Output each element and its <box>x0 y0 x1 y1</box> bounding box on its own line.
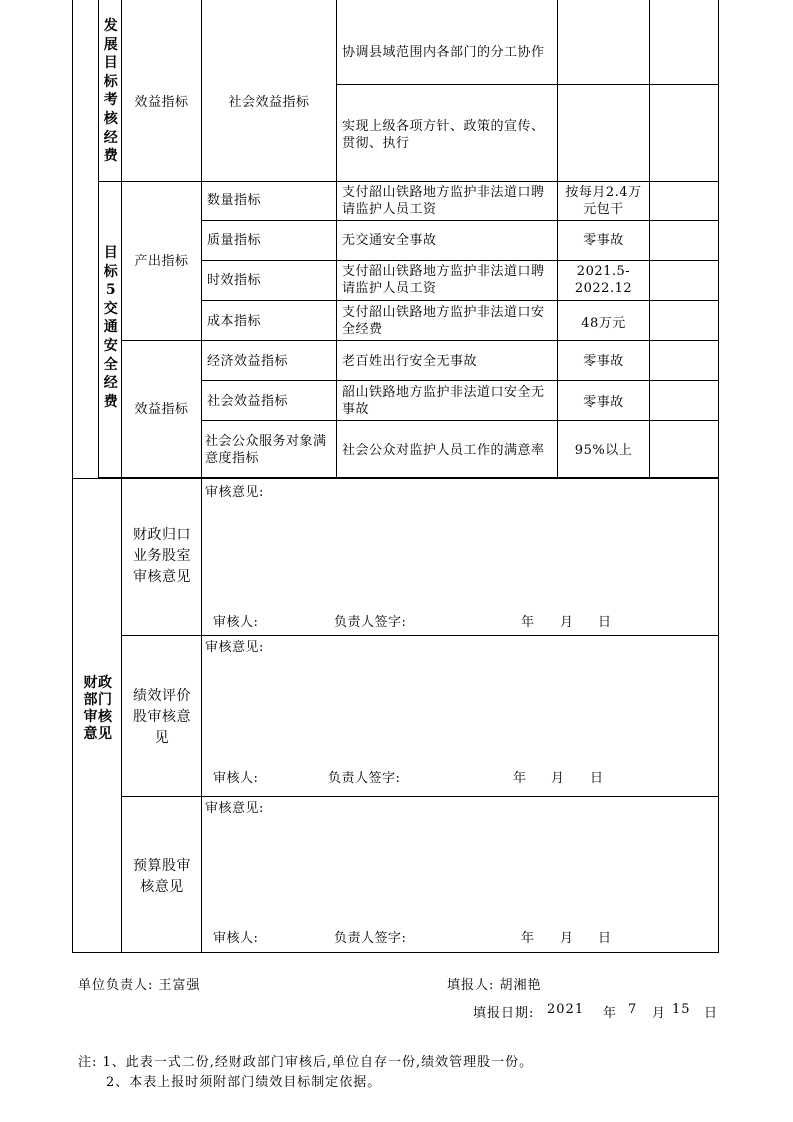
opinion-label: 审核意见: <box>205 485 264 500</box>
review-label: 财政归口业务股室审核意见 <box>133 527 191 585</box>
content-cell <box>337 341 558 381</box>
benefit-group-cell <box>122 341 202 478</box>
indicator-text: 社会效益指标 <box>207 394 289 409</box>
content-cell <box>337 0 558 85</box>
content-cell <box>337 182 558 221</box>
content-text: 韶山铁路地方监护非法道口安全无事故 <box>342 385 545 417</box>
content-cell <box>337 221 558 261</box>
remark-cell <box>650 261 719 301</box>
opinion-label: 审核意见: <box>205 801 264 816</box>
indicator-cell <box>202 221 337 261</box>
value-text: 按每月2.4万元包干 <box>565 185 642 217</box>
month-label: 月 <box>551 771 565 786</box>
value-cell <box>558 182 650 221</box>
year-label: 年 <box>521 931 535 946</box>
content-text: 协调县域范围内各部门的分工协作 <box>342 45 545 60</box>
indicator-text: 成本指标 <box>207 314 262 329</box>
output-group-label: 产出指标 <box>134 254 189 269</box>
content-cell <box>337 261 558 301</box>
content-text: 支付韶山铁路地方监护非法道口聘请监护人员工资 <box>342 185 545 217</box>
opinion-label: 审核意见: <box>205 640 264 655</box>
content-text: 无交通安全事故 <box>342 233 437 248</box>
value-text: 95%以上 <box>574 443 633 458</box>
review-opinion-cell <box>202 797 719 953</box>
value-cell <box>558 85 650 182</box>
review-label: 绩效评价股审核意见 <box>133 688 191 746</box>
level2-cell <box>202 0 337 182</box>
content-text: 实现上级各项方针、政策的宣传、贯彻、执行 <box>342 119 545 151</box>
remark-cell <box>650 381 719 421</box>
content-cell <box>337 421 558 478</box>
level1-label: 效益指标 <box>134 95 189 110</box>
note-1: 注: 1、此表一式二份,经财政部门审核后,单位自存一份,绩效管理股一份。 <box>78 1055 534 1070</box>
content-cell <box>337 301 558 341</box>
content-text: 支付韶山铁路地方监护非法道口安全经费 <box>342 305 545 337</box>
value-text: 48万元 <box>581 316 626 331</box>
leader-signature-label: 负责人签字: <box>334 931 407 946</box>
indicator-cell <box>202 421 337 478</box>
review-label-cell <box>122 797 202 953</box>
output-group-cell <box>122 182 202 341</box>
leader-signature-label: 负责人签字: <box>334 615 407 630</box>
note-2: 2、本表上报时须附部门绩效目标制定依据。 <box>106 1075 382 1090</box>
indicator-cell <box>202 301 337 341</box>
remark-cell <box>650 182 719 221</box>
content-text: 支付韶山铁路地方监护非法道口聘请监护人员工资 <box>342 264 545 296</box>
finance-label-text: 财政部门审核意见 <box>83 675 113 742</box>
content-cell <box>337 85 558 182</box>
finance-label-cell <box>72 478 122 953</box>
remark-cell <box>650 421 719 478</box>
content-text: 老百姓出行安全无事故 <box>342 354 478 369</box>
fill-year-unit: 年 <box>603 1006 618 1021</box>
content-text: 社会公众对监护人员工作的满意率 <box>342 443 545 458</box>
value-cell <box>558 0 650 85</box>
value-text: 零事故 <box>583 233 624 248</box>
day-label: 日 <box>590 771 604 786</box>
indicator-text: 质量指标 <box>207 233 262 248</box>
value-cell <box>558 421 650 478</box>
indicator-cell <box>202 182 337 221</box>
fill-date-label: 填报日期: <box>473 1006 535 1021</box>
remark-cell <box>650 301 719 341</box>
value-cell <box>558 261 650 301</box>
reviewer-label: 审核人: <box>213 615 259 630</box>
month-label: 月 <box>560 931 574 946</box>
vertical-label-cell <box>98 0 122 182</box>
review-label: 预算股审核意见 <box>133 858 191 895</box>
indicator-cell <box>202 341 337 381</box>
review-opinion-cell <box>202 636 719 797</box>
filler: 填报人: 胡湘艳 <box>447 978 542 993</box>
day-label: 日 <box>598 931 612 946</box>
reviewer-label: 审核人: <box>213 771 259 786</box>
benefit-group-label: 效益指标 <box>134 402 189 417</box>
year-label: 年 <box>521 615 535 630</box>
value-cell <box>558 381 650 421</box>
remark-cell <box>650 341 719 381</box>
indicator-text: 经济效益指标 <box>207 354 289 369</box>
year-label: 年 <box>513 771 527 786</box>
value-text: 零事故 <box>583 354 624 369</box>
indicator-text: 数量指标 <box>207 193 262 208</box>
value-text: 2021.5-2022.12 <box>574 264 633 296</box>
content-cell <box>337 381 558 421</box>
review-opinion-cell <box>202 478 719 636</box>
fill-day-unit: 日 <box>704 1006 719 1021</box>
level2-label: 社会效益指标 <box>228 95 310 110</box>
remark-cell <box>650 85 719 182</box>
remark-cell <box>650 221 719 261</box>
reviewer-label: 审核人: <box>213 931 259 946</box>
level1-cell <box>122 0 202 182</box>
fill-month-unit: 月 <box>652 1006 667 1021</box>
unit-head: 单位负责人: 王富强 <box>78 978 201 993</box>
fill-day: 15 <box>672 1002 691 1017</box>
indicator-cell <box>202 381 337 421</box>
value-cell <box>558 341 650 381</box>
month-label: 月 <box>560 615 574 630</box>
indicator-cell <box>202 261 337 301</box>
vertical-label-cell <box>98 182 122 478</box>
indicator-text: 社会公众服务对象满意度指标 <box>205 434 327 466</box>
leader-signature-label: 负责人签字: <box>328 771 401 786</box>
remark-cell <box>650 0 719 85</box>
value-text: 零事故 <box>583 395 624 410</box>
value-cell <box>558 221 650 261</box>
day-label: 日 <box>598 615 612 630</box>
vertical-label-text: 发展目标考核经费 <box>103 18 119 165</box>
review-label-cell <box>122 636 202 797</box>
vertical-label-text: 目标5交通安全经费 <box>103 245 119 410</box>
indicator-text: 时效指标 <box>207 273 262 288</box>
fill-month: 7 <box>628 1002 638 1017</box>
review-label-cell <box>122 478 202 636</box>
value-cell <box>558 301 650 341</box>
fill-year: 2021 <box>547 1002 585 1017</box>
